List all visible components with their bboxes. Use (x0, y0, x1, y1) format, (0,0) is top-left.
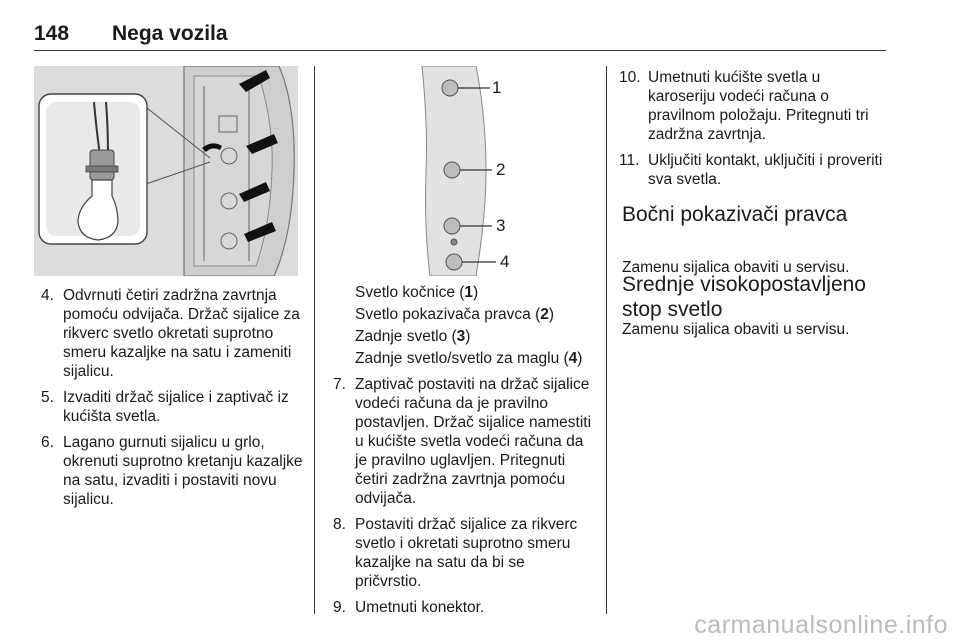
step-text: Umetnuti kućište svetla u karoseriju vodeći računa o pravilnom položaju. Pritegnuti tri zadržna zavrtnja. (648, 69, 869, 143)
step-text: Lagano gurnuti sijalicu u grlo, okrenuti suprotno kretanju kazaljke na satu, izvaditi i postaviti novu sijalicu. (63, 434, 303, 508)
page-title: Nega vozila (112, 22, 228, 45)
legend-item (355, 283, 595, 302)
step-item (333, 598, 595, 617)
callout-4: 4 (500, 252, 510, 271)
section-heading-line: Srednje visokopostavljeno (622, 273, 866, 296)
legend-item (355, 327, 595, 346)
legend-label: Svetlo pokazivača pravca ( (355, 306, 541, 323)
step-item (41, 388, 303, 426)
section-body: Zamenu sijalica obaviti u servisu. (622, 321, 850, 338)
step-number: 10. (619, 69, 641, 86)
step-number: 5. (41, 389, 54, 406)
step-item (619, 68, 887, 144)
legend-label: Zadnje svetlo/svetlo za maglu ( (355, 350, 569, 367)
callout-1: 1 (492, 78, 502, 97)
legend-number: 4 (568, 350, 578, 367)
left-steps-list (41, 286, 303, 516)
page-number: 148 (34, 22, 70, 45)
callout-2: 2 (496, 160, 506, 179)
legend-close: ) (577, 350, 583, 367)
step-number: 6. (41, 434, 54, 451)
step-item (333, 515, 595, 591)
legend-item (355, 349, 595, 368)
step-text: Umetnuti konektor. (355, 599, 485, 616)
legend-close: ) (473, 284, 479, 301)
bulb-positions-illustration (326, 66, 592, 276)
step-item (41, 433, 303, 509)
legend-label: Svetlo kočnice ( (355, 284, 465, 301)
right-steps-list (619, 68, 887, 196)
step-text: Zaptivač postaviti na držač sijalice vodeći računa da je pravilno postavljen. Držač sijalice namestiti u kućište svetla vodeći računa da je pravilno uglavljen. Pritegnuti četiri zadržna zavrtnja pomoću odvijača. (355, 376, 592, 507)
middle-steps-list (333, 375, 595, 624)
tail-lamp-bulb-illustration (34, 66, 298, 276)
section-heading (622, 272, 866, 322)
section-heading-line: stop svetlo (622, 298, 723, 321)
legend-number: 1 (464, 284, 474, 301)
step-number: 9. (333, 599, 346, 616)
legend-number: 3 (456, 328, 466, 345)
legend-label: Zadnje svetlo ( (355, 328, 457, 345)
step-number: 7. (333, 376, 346, 393)
tail-lamp-bulb-figure (34, 66, 298, 276)
step-text: Postaviti držač sijalice za rikverc svetlo i okretati suprotno smeru kazaljke na satu da bi se pričvrstio. (355, 516, 578, 590)
legend-close: ) (548, 306, 555, 323)
column-divider-right (606, 66, 607, 614)
legend-number: 2 (540, 306, 549, 323)
column-divider-left (314, 66, 315, 614)
step-text: Uključiti kontakt, uključiti i proveriti sva svetla. (648, 152, 883, 188)
section-heading: Bočni pokazivači pravca (622, 203, 848, 226)
callout-3: 3 (496, 216, 506, 235)
step-number: 4. (41, 287, 54, 304)
page-header (34, 16, 886, 51)
step-text: Odvrnuti četiri zadržna zavrtnja pomoću odvijača. Držač sijalice za rikverc svetlo okretati suprotno smeru kazaljke na satu i zameniti sijalicu. (63, 287, 300, 380)
bulb-legend (355, 283, 595, 371)
legend-close: ) (465, 328, 471, 345)
bulb-positions-figure (326, 66, 592, 276)
step-text: Izvaditi držač sijalice i zaptivač iz kućišta svetla. (63, 389, 289, 425)
legend-item (355, 305, 595, 324)
step-number: 8. (333, 516, 346, 533)
section-body: Zamenu sijalica obaviti u servisu. (622, 259, 850, 276)
step-item (333, 375, 595, 508)
step-item (619, 151, 887, 189)
step-item (41, 286, 303, 381)
watermark: carmanualsonline.info (694, 611, 948, 639)
step-number: 11. (619, 152, 640, 169)
